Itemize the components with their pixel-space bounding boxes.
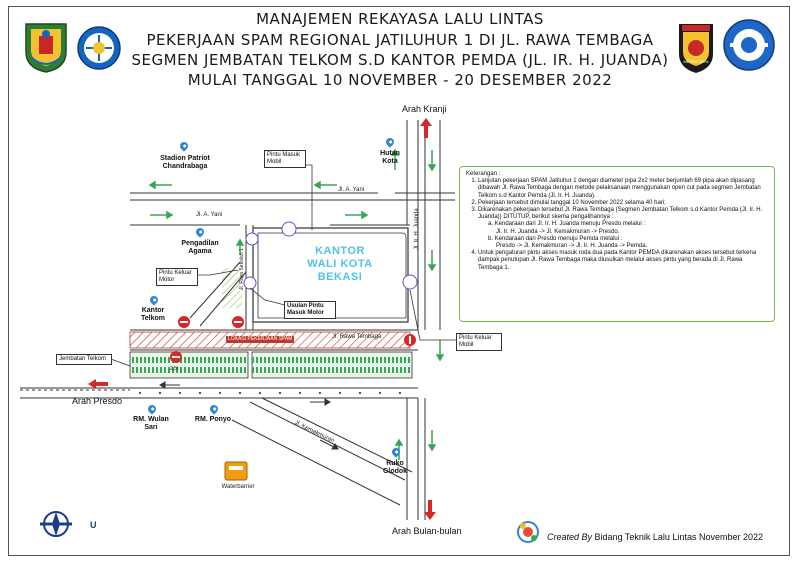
callout-pintu-masuk-mobil: Pintu Masuk Mobil	[264, 150, 306, 168]
label-lokasi-pekerjaan: LOKASI PEKERJAAN SPAM	[228, 336, 293, 342]
label-jl-sekolah: Jl. Raya Sekolah 1	[239, 248, 245, 290]
south-road	[407, 398, 425, 520]
label-jl-kemakmuran: Jl. Kemakmuran	[293, 420, 335, 445]
compass-u-label: U	[90, 520, 97, 530]
median-dots	[139, 392, 401, 394]
label-arah-kranji: Arah Kranji	[402, 104, 447, 114]
keterangan-heading: Keterangan :	[466, 171, 501, 177]
callout-pintu-keluar-mobil: Pintu Keluar Mobil	[456, 333, 502, 351]
label-jl-a-yani-1: Jl. A. Yani	[338, 187, 365, 193]
callout-jembatan-telkom: Jembatan Telkom	[56, 354, 112, 365]
label-arah-bulan-bulan: Arah Bulan-bulan	[392, 526, 462, 536]
title-line-4: MULAI TANGGAL 10 NOVEMBER - 20 DESEMBER 2022	[187, 71, 613, 89]
title-line-2: PEKERJAAN SPAM REGIONAL JATILUHUR 1 DI JL. RAWA TEMBAGA	[146, 31, 654, 49]
label-rm-ponyo: RM. Ponyo	[194, 416, 232, 423]
keterangan-sub-b2: Presdo -> Jl. Kemakmuran -> Jl. Ir. H. Juanda -> Pemda.	[496, 243, 648, 250]
keterangan-item-4: 4. Untuk pengaturan pintu akses masuk roda dua pada Kantor PEMDA dikarenakan akses tersebut terkena dampak penutupan Jl. Rawa Tembaga maka diusulkan melalui akses pintu yang berada di Jl. Rawa Tembaga 1.	[478, 250, 768, 272]
dark-arrows	[160, 382, 338, 449]
credit-line	[547, 532, 763, 542]
keterangan-box	[459, 166, 775, 322]
label-jl-juanda: Jl. Ir. H. Juanda	[414, 208, 420, 250]
keterangan-item-1: 1. Lanjutan pekerjaan SPAM Jatiluhur 1 dengan diameter pipa 2x2 meter berjumlah 69 pipa akan dipasang dibawah Jl. Rawa Tembaga dengan metode pelaksanaan menggunakan open cut pada segmen Jembatan Telkom s.d Kantor Pemda (Jl. Ir. H. Juanda).	[478, 178, 768, 200]
canal-left	[130, 352, 248, 378]
label-arah-presdo: Arah Presdo	[72, 396, 123, 406]
callout-pintu-keluar-motor: Pintu Keluar Motor	[156, 268, 198, 286]
credit-text: Bidang Teknik Lalu Lintas November 2022	[594, 532, 763, 542]
compass-u-icon	[40, 512, 72, 536]
keterangan-list	[466, 178, 768, 272]
keterangan-item-2: 2. Pekerjaan tersebut dimulai tanggal 10 November 2022 selama 40 hari;	[478, 200, 768, 207]
label-kantor-telkom: Kantor Telkom	[141, 307, 165, 322]
waterbarrier-icon	[225, 462, 247, 480]
callout-usulan-pintu-masuk-motor: Usulan Pintu Masuk Motor	[284, 301, 336, 319]
keterangan-sub-a2: Jl. Ir. H. Juanda -> Jl. Kemakmuran -> Presdo.	[496, 228, 620, 235]
label-rm-wulan: RM. Wulan Sari	[133, 416, 169, 431]
jl-a-yani-road	[130, 193, 455, 225]
label-hutan-kota: Hutan Kota	[380, 150, 400, 165]
credit-logo-icon	[518, 522, 538, 542]
label-waterbarrier: Waterbarrier	[221, 484, 255, 490]
keterangan-sub-a: a. Kendaraan dari Jl. Ir. H. Juanda menuju Presdo melalui :	[488, 221, 646, 228]
canal-right	[252, 352, 412, 378]
keterangan-sub-b: b. Kendaraan dari Presdo menuju Pemda melalui :	[488, 235, 623, 242]
label-jl-rawa-tembaga: Jl. Rawa Tembaga	[332, 334, 382, 340]
title-line-1: MANAJEMEN REKAYASA LALU LINTAS	[256, 10, 544, 28]
label-weight-limit: 2,5t	[170, 366, 179, 372]
credit-prefix: Created By	[547, 532, 593, 542]
keterangan-item-3	[478, 207, 768, 250]
police-badge-text: METRO JAYA	[683, 59, 709, 64]
keterangan-item-3-text: Dikarenakan pekerjaan tersebut Jl. Rawa Tembaga (Segmen Jembatan Telkom s.d Kantor Pemda (Jl. Ir. H. Juanda)) DITUTUP, berikut skema pengalihannya :	[478, 207, 763, 221]
label-stadion: Stadion Patriot Chandrabaga	[160, 155, 210, 170]
label-pengadilan: Pengadilan Agama	[181, 240, 219, 255]
title-line-3: SEGMEN JEMBATAN TELKOM S.D KANTOR PEMDA (JL. IR. H. JUANDA)	[131, 51, 669, 69]
label-ruko-glodok: Ruko Glodok	[382, 460, 408, 475]
label-jl-a-yani-2: Jl. A. Yani	[196, 212, 223, 218]
label-kantor-walikota: KANTOR WALI KOTA BEKASI	[307, 245, 373, 283]
